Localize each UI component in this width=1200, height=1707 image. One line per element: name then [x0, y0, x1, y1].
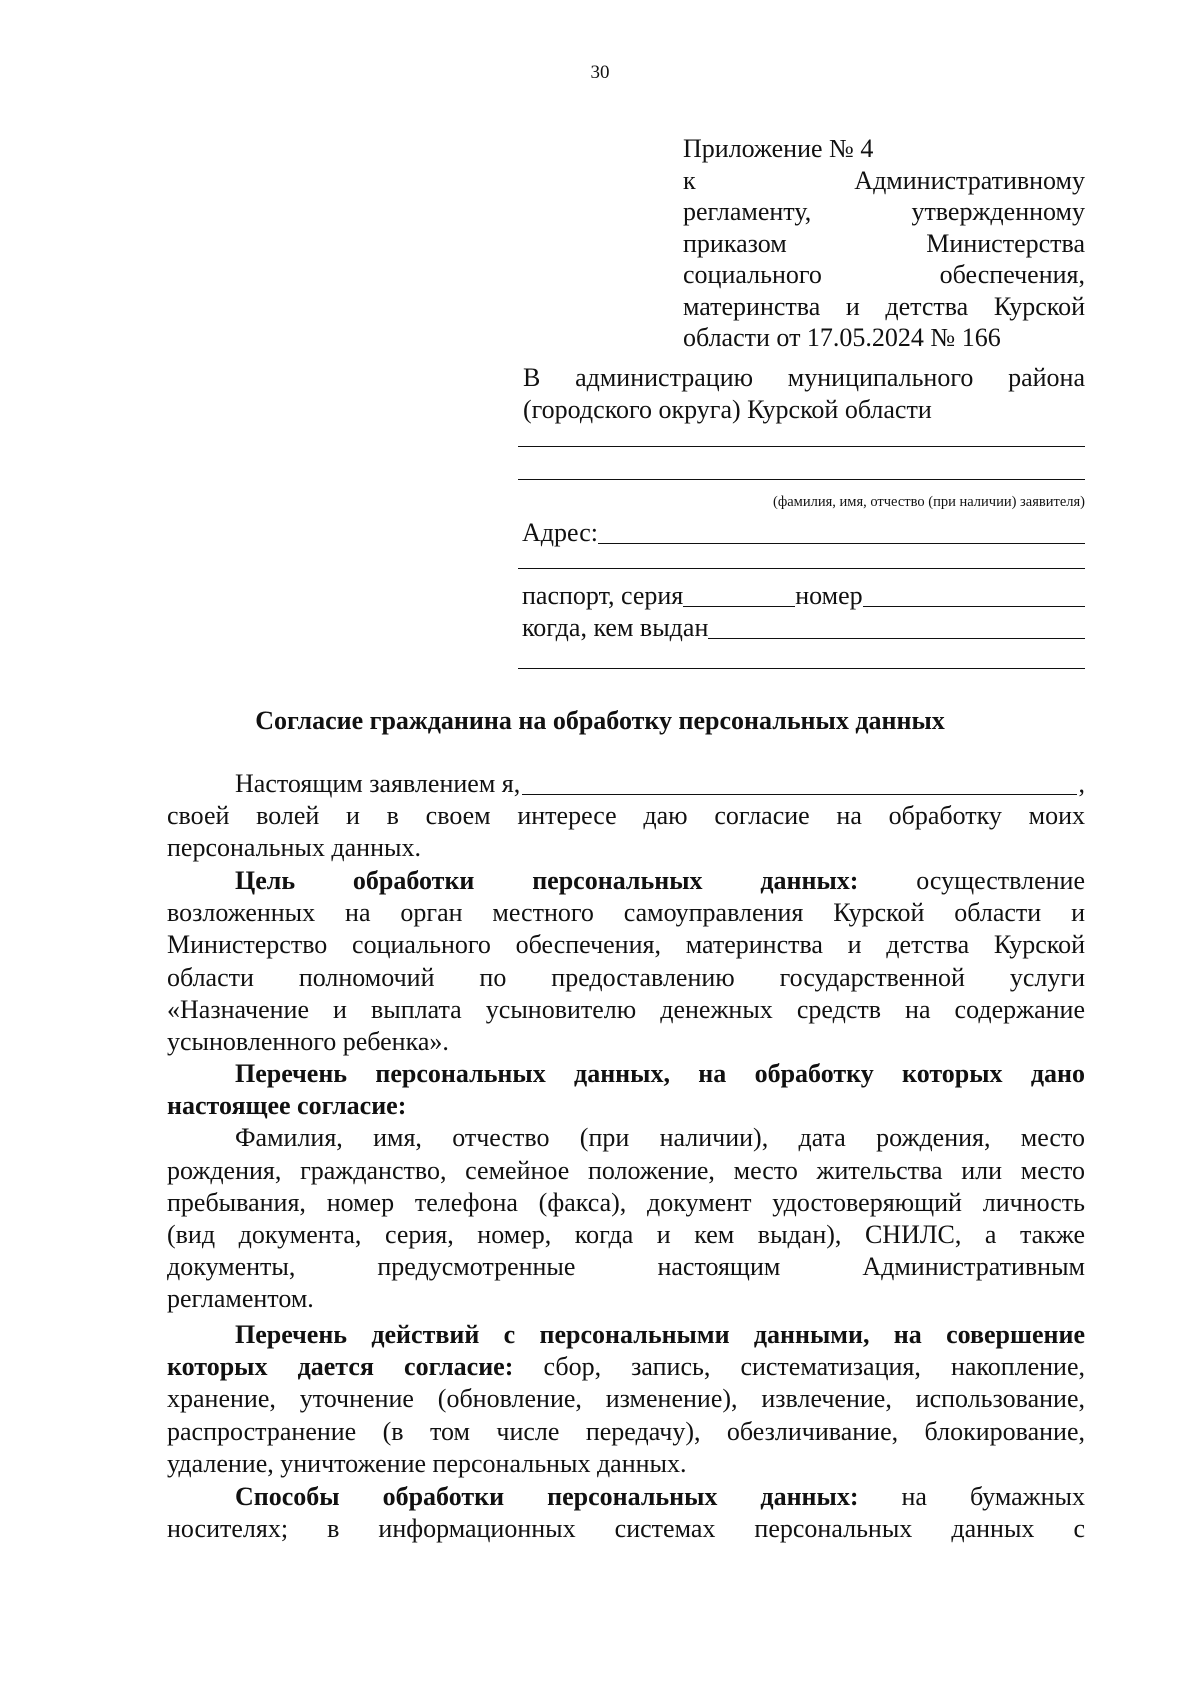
data-list-line: рождения, гражданство, семейное положение, место жительства или место — [167, 1155, 1085, 1185]
purpose-line: области полномочий по предоставлению государственной услуги — [167, 962, 1085, 992]
data-list-line: Фамилия, имя, отчество (при наличии), дата рождения, место — [235, 1123, 1085, 1153]
annex-line: материнства и детства Курской — [683, 291, 1085, 321]
actions-heading: которых дается согласие: — [167, 1352, 514, 1382]
recipient-line: (городского округа) Курской области — [523, 394, 932, 424]
address-blank[interactable] — [598, 521, 1085, 544]
purpose-line: «Назначение и выплата усыновителю денежных средств на содержание — [167, 994, 1085, 1024]
address-line-2[interactable] — [518, 568, 1085, 569]
data-list-line: пребывания, номер телефона (факса), документ удостоверяющий личность — [167, 1187, 1085, 1217]
recipient-block — [523, 362, 1085, 425]
actions-line: удаление, уничтожение персональных данных. — [167, 1448, 687, 1478]
page-number: 30 — [590, 62, 610, 83]
annex-line: области от 17.05.2024 № 166 — [683, 323, 1001, 352]
passport-series-label: паспорт, серия — [522, 581, 684, 610]
passport-series-blank[interactable] — [683, 584, 795, 607]
data-list-line: регламентом. — [167, 1284, 314, 1314]
document-title: Согласие гражданина на обработку персональных данных — [255, 706, 945, 735]
passport-issued-field — [522, 613, 1085, 643]
passport-number-blank[interactable] — [863, 584, 1085, 607]
passport-issued-label: когда, кем выдан — [522, 613, 709, 642]
actions-heading: Перечень действий с персональными данными, на совершение — [235, 1320, 1085, 1349]
consent-line: своей волей и в своем интересе даю согласие на обработку моих — [167, 801, 1085, 831]
passport-issued-line-2[interactable] — [518, 668, 1085, 669]
annex-line: Приложение № 4 — [683, 134, 874, 163]
purpose-first-line: Цель обработки персональных данных: осуществление — [235, 866, 1085, 895]
address-label: Адрес: — [522, 518, 598, 547]
annex-line: социального обеспечения, — [683, 260, 1085, 289]
methods-heading: Способы обработки персональных данных: — [235, 1482, 859, 1511]
data-list-paragraph — [167, 1058, 1085, 1316]
address-field — [522, 518, 1085, 548]
data-list-heading: настоящее согласие: — [167, 1091, 407, 1121]
methods-first-line: Способы обработки персональных данных: на бумажных — [235, 1482, 1086, 1511]
purpose-paragraph — [167, 865, 1085, 1058]
annex-line: регламенту, утвержденному — [683, 197, 1085, 226]
annex-line: к Административному — [683, 165, 1085, 195]
methods-paragraph — [167, 1481, 1085, 1545]
actions-line: хранение, уточнение (обновление, изменение), извлечение, использование, — [167, 1384, 1085, 1414]
applicant-caption: (фамилия, имя, отчество (при наличии) заявителя) — [773, 494, 1085, 510]
consent-paragraph — [167, 768, 1085, 865]
consent-intro-end: , — [1078, 769, 1085, 798]
passport-issued-blank[interactable] — [708, 616, 1085, 639]
actions-paragraph — [167, 1319, 1085, 1480]
consent-line: персональных данных. — [167, 833, 421, 863]
purpose-line: возложенных на орган местного самоуправления Курской области и — [167, 898, 1085, 928]
actions-second-line: которых дается согласие: сбор, запись, систематизация, накопление, — [167, 1352, 1086, 1382]
purpose-heading: Цель обработки персональных данных: — [235, 866, 859, 895]
purpose-line: Министерство социального обеспечения, материнства и детства Курской — [167, 930, 1085, 960]
consent-intro-line — [167, 768, 1085, 800]
data-list-heading: Перечень персональных данных, на обработку которых дано — [235, 1059, 1085, 1088]
purpose-line: усыновленного ребенка». — [167, 1027, 449, 1057]
recipient-line: В администрацию муниципального района — [523, 363, 1085, 392]
consent-intro-text: Настоящим заявлением я, — [235, 769, 521, 798]
passport-number-label: номер — [795, 581, 863, 610]
data-list-line: документы, предусмотренные настоящим Административным — [167, 1252, 1085, 1282]
passport-field — [522, 581, 1085, 611]
applicant-name-blank[interactable] — [522, 772, 1076, 795]
actions-line: распространение (в том числе передачу), обезличивание, блокирование, — [167, 1416, 1085, 1446]
methods-line: носителях; в информационных системах персональных данных с — [167, 1514, 1085, 1544]
applicant-name-line-1[interactable] — [518, 446, 1085, 447]
data-list-line: (вид документа, серия, номер, когда и кем выдан), СНИЛС, а также — [167, 1220, 1085, 1250]
applicant-name-line-2[interactable] — [518, 479, 1085, 480]
annex-header — [683, 133, 1085, 354]
annex-line: приказом Министерства — [683, 228, 1085, 258]
